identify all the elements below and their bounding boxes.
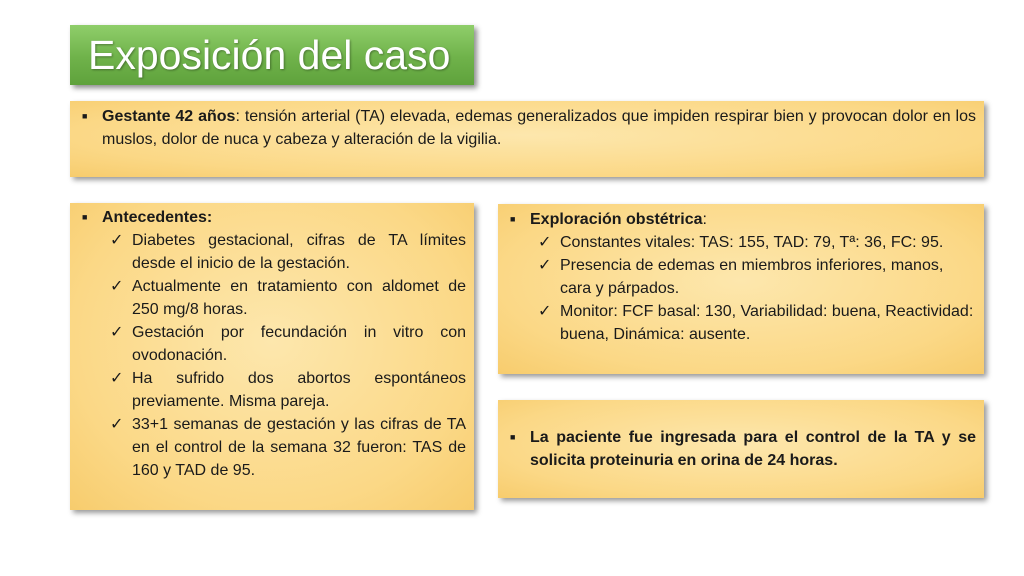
checkmark-icon: ✓ xyxy=(538,303,552,320)
antecedente-text: Actualmente en tratamiento con aldomet de 250 mg/8 horas. xyxy=(132,278,466,318)
exploracion-heading-line xyxy=(530,208,976,231)
exploracion-heading: Exploración obstétrica xyxy=(530,211,703,228)
antecedentes-heading: Antecedentes: xyxy=(102,209,213,226)
square-bullet-icon: ■ xyxy=(510,432,516,442)
checkmark-icon: ✓ xyxy=(110,416,124,433)
list-item xyxy=(78,275,466,321)
exploracion-text: Presencia de edemas en miembros inferiores, manos, cara y párpados. xyxy=(560,257,944,297)
checkmark-icon: ✓ xyxy=(110,278,124,295)
page-title: Exposición del caso xyxy=(88,32,451,78)
patient-label: Gestante 42 años xyxy=(102,108,236,125)
antecedente-text: Gestación por fecundación in vitro con ovodonación. xyxy=(132,324,466,364)
checkmark-icon: ✓ xyxy=(110,232,124,249)
square-bullet-icon: ■ xyxy=(82,111,88,121)
antecedentes-panel xyxy=(70,203,474,510)
heading-colon: : xyxy=(702,211,707,228)
ingreso-text: La paciente fue ingresada para el control de la TA y se solicita proteinuria en orina de 24 horas. xyxy=(530,429,976,469)
list-item xyxy=(506,254,976,300)
checkmark-icon: ✓ xyxy=(110,370,124,387)
checkmark-icon: ✓ xyxy=(538,257,552,274)
list-heading xyxy=(506,208,976,231)
case-summary-panel xyxy=(70,101,984,177)
antecedente-text: Ha sufrido dos abortos espontáneos previamente. Misma pareja. xyxy=(132,370,466,410)
list-item xyxy=(78,367,466,413)
list-item xyxy=(506,426,976,472)
list-item xyxy=(78,105,976,151)
list-item xyxy=(506,231,976,254)
antecedente-text: 33+1 semanas de gestación y las cifras de TA en el control de la semana 32 fueron: TAS de 160 y TAD de 95. xyxy=(132,416,466,479)
list-heading xyxy=(78,206,466,229)
case-summary-text xyxy=(102,105,976,151)
list-item xyxy=(78,413,466,482)
exploracion-text: Constantes vitales: TAS: 155, TAD: 79, Tª: 36, FC: 95. xyxy=(560,234,944,251)
patient-description: : tensión arterial (TA) elevada, edemas generalizados que impiden respirar bien y provocan dolor en los muslos, dolor de nuca y cabeza y alteración de la vigilia. xyxy=(102,108,977,148)
square-bullet-icon: ■ xyxy=(510,214,516,224)
list-item xyxy=(78,321,466,367)
checkmark-icon: ✓ xyxy=(538,234,552,251)
ingreso-panel xyxy=(498,400,984,498)
checkmark-icon: ✓ xyxy=(110,324,124,341)
antecedente-text: Diabetes gestacional, cifras de TA límites desde el inicio de la gestación. xyxy=(132,232,466,272)
square-bullet-icon: ■ xyxy=(82,212,88,222)
list-item xyxy=(78,229,466,275)
title-box xyxy=(70,25,474,85)
list-item xyxy=(506,300,976,346)
exploracion-panel xyxy=(498,204,984,374)
exploracion-text: Monitor: FCF basal: 130, Variabilidad: buena, Reactividad: buena, Dinámica: ausente. xyxy=(560,303,974,343)
